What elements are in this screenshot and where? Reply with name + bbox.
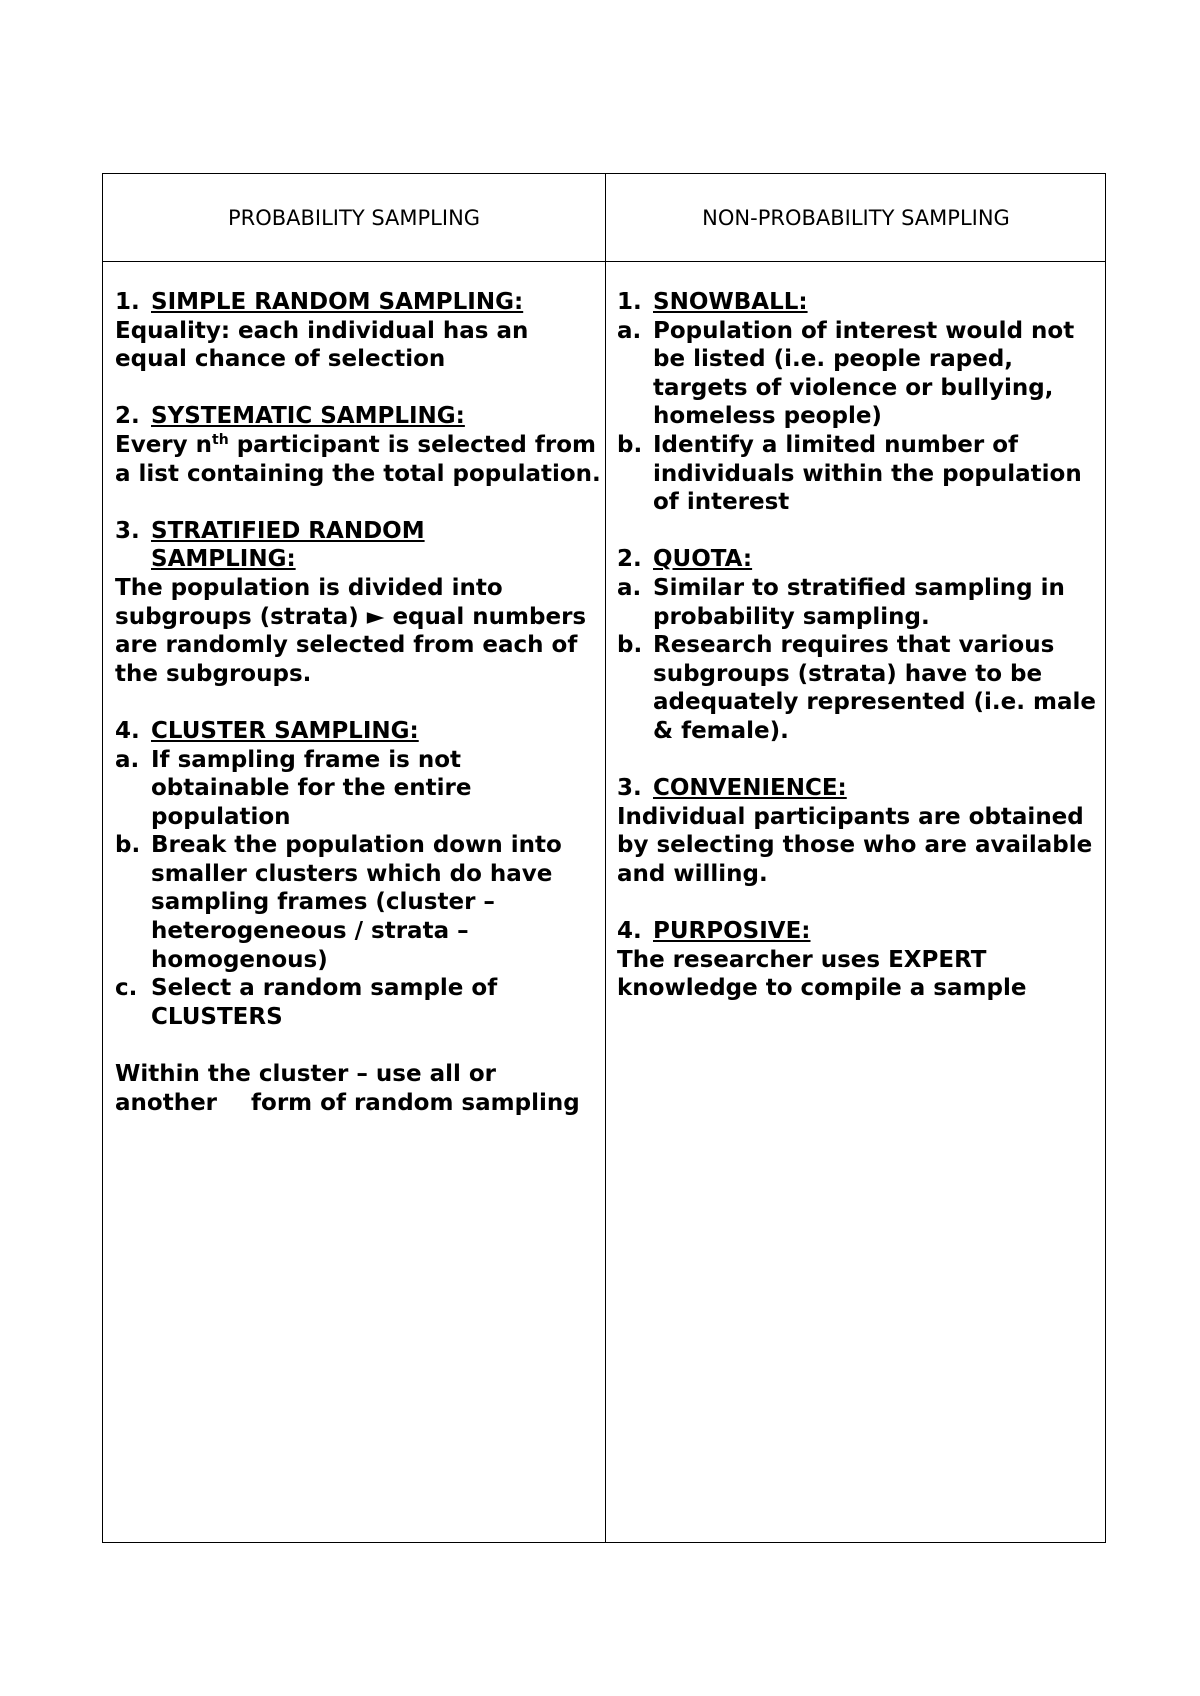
section-number: 1. — [115, 289, 140, 315]
section-purposive — [617, 917, 1103, 1003]
cluster-note-part1: Within the cluster – use all or another — [115, 1061, 497, 1116]
section-number: 1. — [617, 289, 642, 315]
list-item — [115, 746, 601, 832]
section-number: 3. — [617, 775, 642, 802]
column-divider — [605, 174, 606, 1542]
ordinal-superscript: th — [212, 431, 229, 448]
desc-post: participant is selected from a list containing the total population. — [115, 431, 601, 487]
list-item — [617, 631, 1103, 745]
item-text: Select a random sample of CLUSTERS — [151, 975, 498, 1030]
section-title — [151, 517, 425, 574]
section-snowball — [617, 288, 1103, 517]
item-text: Similar to stratified sampling in probability sampling. — [653, 574, 1065, 630]
item-text: Identify a limited number of individuals within the population of interest — [653, 431, 1082, 516]
list-item — [617, 574, 1103, 631]
cluster-note — [115, 1060, 601, 1117]
header-probability-sampling: PROBABILITY SAMPLING — [227, 205, 481, 230]
section-number: 2. — [115, 403, 140, 430]
section-number: 4. — [115, 717, 140, 744]
item-label: b. — [617, 431, 643, 458]
section-convenience — [617, 774, 1103, 888]
section-number: 4. — [617, 918, 642, 945]
section-description: The researcher uses EXPERT knowledge to compile a sample — [617, 946, 1027, 1002]
item-label: b. — [115, 832, 141, 859]
section-number: 2. — [617, 546, 642, 573]
section-description — [115, 431, 601, 488]
list-item — [115, 974, 601, 1031]
probability-column — [115, 288, 601, 1117]
item-text: If sampling frame is not obtainable for the entire population — [151, 746, 472, 830]
item-label: a. — [617, 574, 642, 601]
list-item — [617, 317, 1103, 431]
sampling-comparison-table — [102, 173, 1106, 1543]
header-divider — [103, 261, 1105, 262]
item-text: Research requires that various subgroups (strata) have to be adequately represented (i.e. male & female). — [653, 632, 1096, 744]
section-stratified-random — [115, 517, 601, 689]
item-label: b. — [617, 632, 643, 659]
section-number: 3. — [115, 517, 140, 544]
item-label: c. — [115, 975, 138, 1002]
section-title: CONVENIENCE: — [653, 775, 847, 802]
section-title: PURPOSIVE: — [653, 918, 811, 945]
section-title: SIMPLE RANDOM SAMPLING: — [151, 289, 524, 315]
list-item — [617, 431, 1103, 517]
section-title-line2: SAMPLING: — [151, 546, 296, 573]
section-systematic — [115, 402, 601, 488]
section-title: SNOWBALL: — [653, 289, 808, 315]
item-label: a. — [115, 746, 140, 773]
item-text: Population of interest would not be listed (i.e. people raped, targets of violence or bullying, homeless people) — [653, 317, 1075, 430]
section-title: SYSTEMATIC SAMPLING: — [151, 403, 465, 430]
section-title-line1: STRATIFIED RANDOM — [151, 517, 425, 544]
section-quota — [617, 545, 1103, 745]
section-description: Equality: each individual has an equal chance of selection — [115, 317, 529, 373]
cluster-note-part2: form of random sampling — [251, 1089, 580, 1116]
list-item — [115, 831, 601, 974]
non-probability-column — [617, 288, 1103, 1003]
section-title: QUOTA: — [653, 546, 753, 573]
item-text: Break the population down into smaller clusters which do have sampling frames (cluster – heterogeneous / strata – homogenous) — [151, 832, 562, 973]
section-simple-random — [115, 288, 601, 374]
section-description: Individual participants are obtained by selecting those who are available and willing. — [617, 803, 1093, 887]
section-description: The population is divided into subgroups (strata) ► equal numbers are randomly selected from each of the subgroups. — [115, 574, 587, 687]
header-non-probability-sampling: NON-PROBABILITY SAMPLING — [702, 205, 1010, 230]
item-label: a. — [617, 317, 642, 344]
section-cluster — [115, 717, 601, 1032]
desc-pre: Every n — [115, 431, 213, 458]
section-title: CLUSTER SAMPLING: — [151, 717, 419, 744]
